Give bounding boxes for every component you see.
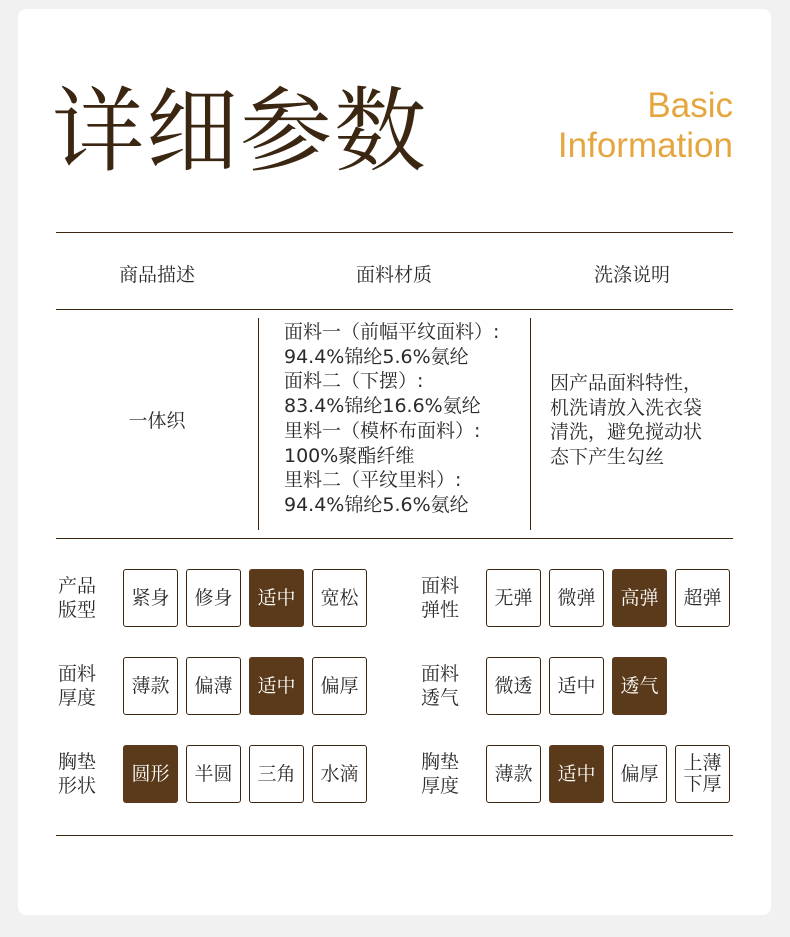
attribute-option-label: 圆形 [131,762,170,785]
attribute-label [421,574,459,622]
attribute-option-selected [612,657,667,715]
material-line: 面料二（下摆）: [284,370,424,393]
material-line: 94.4%锦纶5.6%氨纶 [284,493,469,516]
attribute-option-label: 适中 [557,762,596,785]
page-title: 详细参数 [52,78,429,185]
attribute-option [486,569,541,627]
attribute-option [123,569,178,627]
attribute-label [421,662,459,710]
attribute-option-label: 偏薄 [194,674,233,697]
english-subtitle [558,86,733,166]
material-line: 里料一（模杯布面料）: [284,419,481,442]
attribute-option-label: 宽松 [320,586,359,609]
attribute-label-line: 厚度 [58,687,97,709]
description-value: 一体织 [128,410,186,432]
attribute-label-line: 版型 [58,599,97,621]
attribute-label-line: 胸垫 [58,751,97,773]
washing-line: 因产品面料特性， [550,372,703,394]
attribute-label [58,750,96,798]
attribute-label-line: 面料 [421,575,460,597]
attribute-label [58,662,96,710]
table-header-rule [56,309,733,310]
attribute-option-label: 无弹 [494,586,533,609]
attribute-option [249,745,304,803]
attribute-option [486,657,541,715]
attribute-option [312,745,367,803]
material-line: 94.4%锦纶5.6%氨纶 [284,345,469,368]
attribute-option-label: 半圆 [194,762,233,785]
bottom-rule [56,835,733,836]
material-line: 100%聚酯纤维 [284,444,415,467]
attribute-option [549,657,604,715]
attribute-option-selected [249,657,304,715]
attribute-option-label: 三角 [257,762,296,785]
attribute-option [186,657,241,715]
attribute-option [312,569,367,627]
attribute-option-selected [612,569,667,627]
attribute-option [186,569,241,627]
table-bottom-rule [56,538,733,539]
attribute-option [486,745,541,803]
attribute-option-label: 超弹 [683,586,722,609]
attribute-option [186,745,241,803]
header-description: 商品描述 [118,264,195,286]
attribute-option-label: 薄款 [494,762,533,785]
washing-line: 机洗请放入洗衣袋 [550,396,703,419]
attribute-option-label: 紧身 [131,586,170,609]
attribute-option-selected [123,745,178,803]
attribute-option [312,657,367,715]
attribute-label-line: 弹性 [421,599,460,621]
attribute-option-label: 修身 [194,586,233,609]
attribute-option-label: 微透 [494,674,533,697]
attribute-option [675,569,730,627]
attribute-option-label: 偏厚 [620,762,659,785]
subtitle-line-2: Information [557,126,733,165]
material-line: 里料二（平纹里料）: [284,469,462,492]
attribute-option-label: 水滴 [320,762,359,785]
table-top-rule [56,232,733,233]
attribute-option-label: 高弹 [620,586,659,609]
attribute-option-label: 适中 [557,674,596,697]
attribute-label-line: 胸垫 [421,751,460,773]
attribute-option [675,745,730,803]
header-washing: 洗涤说明 [593,264,670,286]
washing-instructions [550,371,702,470]
washing-line: 清洗，避免搅动状 [550,421,703,444]
attribute-label-line: 面料 [421,663,460,685]
attribute-label-line: 面料 [58,663,97,685]
attribute-option-label: 适中 [257,586,296,609]
column-divider-2 [530,318,531,530]
attribute-option [123,657,178,715]
attribute-label-line: 厚度 [421,775,460,797]
washing-line: 态下产生勾丝 [550,446,665,469]
material-line: 面料一（前幅平纹面料）: [284,321,500,343]
attribute-option-selected [249,569,304,627]
attribute-label-line: 透气 [421,687,460,709]
attribute-option-label: 上薄下厚 [683,752,722,795]
attribute-label [421,750,459,798]
attribute-option-label: 偏厚 [320,674,359,697]
column-divider-1 [258,318,259,530]
attribute-option-label: 透气 [620,674,659,697]
subtitle-line-1: Basic [647,86,733,125]
header-material: 面料材质 [355,264,432,286]
attribute-option-label: 适中 [257,674,296,697]
attribute-option-label: 微弹 [557,586,596,609]
attribute-label [58,574,96,622]
attribute-option-label: 薄款 [131,674,170,697]
attribute-option-selected [549,745,604,803]
attribute-label-line: 形状 [58,775,97,797]
material-line: 83.4%锦纶16.6%氨纶 [284,395,481,418]
attribute-label-line: 产品 [58,575,97,597]
material-list [284,320,499,518]
attribute-option [549,569,604,627]
attribute-option [612,745,667,803]
